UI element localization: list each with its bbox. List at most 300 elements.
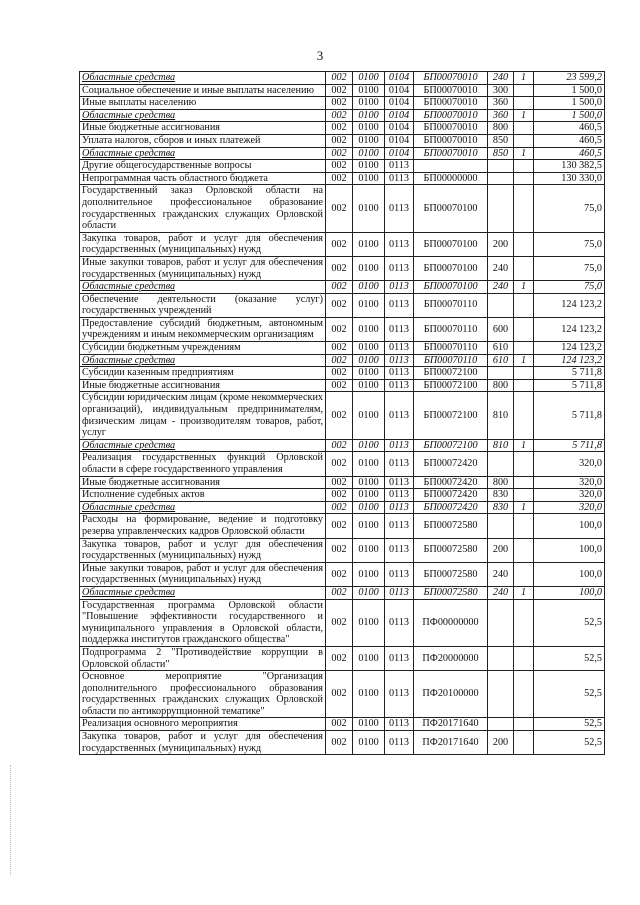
row-gr: 002: [326, 317, 353, 341]
table-row: [80, 172, 605, 185]
row-name: Расходы на формирование, ведение и подготовку резерва управленческих кадров Орловской области: [80, 514, 326, 538]
row-src: [514, 342, 534, 355]
row-name: Государственный заказ Орловской области на дополнительное профессиональное образование государственных гражданских служащих Орловской области: [80, 185, 326, 232]
row-pr: 0104: [385, 72, 414, 85]
row-csr: БП00072420: [414, 501, 488, 514]
row-rz: 0100: [353, 122, 385, 135]
row-gr: 002: [326, 392, 353, 439]
table-row: [80, 439, 605, 452]
row-name: Закупка товаров, работ и услуг для обеспечения государственных (муниципальных) нужд: [80, 232, 326, 256]
row-rz: 0100: [353, 392, 385, 439]
row-name: Предоставление субсидий бюджетным, автономным учреждениям и иным некоммерческим организациям: [80, 317, 326, 341]
row-csr: БП00072100: [414, 392, 488, 439]
row-amount: 75,0: [534, 256, 605, 280]
row-rz: 0100: [353, 147, 385, 160]
row-rz: 0100: [353, 671, 385, 718]
row-rz: 0100: [353, 367, 385, 380]
row-csr: БП00070110: [414, 293, 488, 317]
table-row: [80, 256, 605, 280]
row-name: Обеспечение деятельности (оказание услуг) государственных учреждений: [80, 293, 326, 317]
row-amount: 75,0: [534, 185, 605, 232]
row-csr: БП00070100: [414, 232, 488, 256]
row-vr: 800: [488, 476, 514, 489]
row-vr: 200: [488, 538, 514, 562]
row-vr: [488, 160, 514, 173]
row-csr: БП00072100: [414, 439, 488, 452]
row-gr: 002: [326, 731, 353, 755]
row-rz: 0100: [353, 317, 385, 341]
row-name: Закупка товаров, работ и услуг для обеспечения государственных (муниципальных) нужд: [80, 731, 326, 755]
row-src: 1: [514, 281, 534, 294]
row-name: Областные средства: [80, 72, 326, 85]
row-vr: 800: [488, 122, 514, 135]
table-row: [80, 97, 605, 110]
row-pr: 0113: [385, 562, 414, 586]
row-rz: 0100: [353, 72, 385, 85]
row-rz: 0100: [353, 160, 385, 173]
row-csr: БП00072100: [414, 379, 488, 392]
row-amount: 460,5: [534, 122, 605, 135]
table-row: [80, 538, 605, 562]
row-vr: 200: [488, 731, 514, 755]
row-src: 1: [514, 501, 534, 514]
row-csr: ПФ20171640: [414, 731, 488, 755]
row-rz: 0100: [353, 501, 385, 514]
row-rz: 0100: [353, 476, 385, 489]
row-pr: 0113: [385, 514, 414, 538]
row-csr: БП00070010: [414, 109, 488, 122]
row-gr: 002: [326, 172, 353, 185]
row-csr: БП00072420: [414, 476, 488, 489]
row-rz: 0100: [353, 514, 385, 538]
row-vr: 600: [488, 317, 514, 341]
row-amount: 1 500,0: [534, 84, 605, 97]
row-name: Субсидии юридическим лицам (кроме некоммерческих организаций), индивидуальным предпринимателям, физическим лицам - производителям товаров, работ, услуг: [80, 392, 326, 439]
row-csr: БП00070110: [414, 354, 488, 367]
row-amount: 5 711,8: [534, 367, 605, 380]
row-pr: 0104: [385, 84, 414, 97]
row-name: Иные бюджетные ассигнования: [80, 379, 326, 392]
row-src: [514, 538, 534, 562]
row-rz: 0100: [353, 489, 385, 502]
row-rz: 0100: [353, 342, 385, 355]
row-src: [514, 731, 534, 755]
row-src: [514, 317, 534, 341]
row-src: [514, 514, 534, 538]
row-csr: БП00070110: [414, 342, 488, 355]
table-row: [80, 293, 605, 317]
row-src: 1: [514, 109, 534, 122]
row-src: [514, 97, 534, 110]
row-pr: 0113: [385, 671, 414, 718]
row-csr: БП00070010: [414, 134, 488, 147]
row-src: [514, 293, 534, 317]
row-src: [514, 172, 534, 185]
row-gr: 002: [326, 489, 353, 502]
row-src: [514, 84, 534, 97]
row-pr: 0113: [385, 281, 414, 294]
row-amount: 52,5: [534, 731, 605, 755]
row-src: [514, 232, 534, 256]
row-name: Основное мероприятие "Организация дополнительного профессионального образования государственных гражданских служащих Орловской области по антикоррупционной тематике": [80, 671, 326, 718]
table-row: [80, 646, 605, 670]
row-name: Исполнение судебных актов: [80, 489, 326, 502]
row-pr: 0113: [385, 489, 414, 502]
row-vr: [488, 185, 514, 232]
row-rz: 0100: [353, 84, 385, 97]
row-pr: 0113: [385, 718, 414, 731]
row-gr: 002: [326, 452, 353, 476]
row-src: 1: [514, 586, 534, 599]
row-csr: БП00072580: [414, 562, 488, 586]
row-vr: 360: [488, 97, 514, 110]
row-pr: 0113: [385, 538, 414, 562]
row-vr: 200: [488, 232, 514, 256]
row-csr: БП00072420: [414, 489, 488, 502]
row-src: [514, 489, 534, 502]
row-vr: 810: [488, 392, 514, 439]
row-amount: 320,0: [534, 501, 605, 514]
row-csr: ПФ20100000: [414, 671, 488, 718]
row-pr: 0113: [385, 185, 414, 232]
row-gr: 002: [326, 185, 353, 232]
row-name: Областные средства: [80, 109, 326, 122]
row-name: Областные средства: [80, 147, 326, 160]
row-amount: 52,5: [534, 718, 605, 731]
table-row: [80, 185, 605, 232]
row-rz: 0100: [353, 599, 385, 646]
row-pr: 0113: [385, 317, 414, 341]
row-pr: 0104: [385, 122, 414, 135]
row-name: Реализация основного мероприятия: [80, 718, 326, 731]
row-pr: 0113: [385, 452, 414, 476]
row-src: 1: [514, 354, 534, 367]
row-src: [514, 160, 534, 173]
row-amount: 124 123,2: [534, 342, 605, 355]
row-csr: БП00072580: [414, 514, 488, 538]
row-amount: 124 123,2: [534, 317, 605, 341]
row-amount: 52,5: [534, 646, 605, 670]
row-pr: 0113: [385, 646, 414, 670]
row-name: Иные закупки товаров, работ и услуг для обеспечения государственных (муниципальных) нужд: [80, 562, 326, 586]
row-pr: 0113: [385, 256, 414, 280]
row-name: Подпрограмма 2 "Противодействие коррупции в Орловской области": [80, 646, 326, 670]
table-row: [80, 84, 605, 97]
table-row: [80, 731, 605, 755]
row-name: Областные средства: [80, 354, 326, 367]
row-vr: [488, 646, 514, 670]
row-gr: 002: [326, 354, 353, 367]
table-row: [80, 452, 605, 476]
row-vr: [488, 172, 514, 185]
row-vr: 240: [488, 586, 514, 599]
row-src: [514, 718, 534, 731]
row-pr: 0113: [385, 599, 414, 646]
row-amount: 130 382,5: [534, 160, 605, 173]
row-pr: 0113: [385, 586, 414, 599]
table-row: [80, 392, 605, 439]
row-pr: 0113: [385, 172, 414, 185]
table-row: [80, 514, 605, 538]
row-gr: 002: [326, 379, 353, 392]
row-csr: БП00070100: [414, 281, 488, 294]
row-gr: 002: [326, 134, 353, 147]
row-amount: 1 500,0: [534, 109, 605, 122]
table-row: [80, 501, 605, 514]
row-pr: 0113: [385, 476, 414, 489]
row-amount: 23 599,2: [534, 72, 605, 85]
row-pr: 0113: [385, 379, 414, 392]
row-vr: 850: [488, 147, 514, 160]
row-src: [514, 562, 534, 586]
table-row: [80, 354, 605, 367]
row-gr: 002: [326, 122, 353, 135]
row-vr: [488, 293, 514, 317]
table-row: [80, 379, 605, 392]
row-csr: БП00070110: [414, 317, 488, 341]
row-amount: 5 711,8: [534, 392, 605, 439]
row-src: [514, 367, 534, 380]
row-gr: 002: [326, 232, 353, 256]
row-rz: 0100: [353, 256, 385, 280]
row-amount: 124 123,2: [534, 354, 605, 367]
row-gr: 002: [326, 367, 353, 380]
row-pr: 0113: [385, 160, 414, 173]
row-gr: 002: [326, 646, 353, 670]
row-name: Иные бюджетные ассигнования: [80, 476, 326, 489]
row-gr: 002: [326, 538, 353, 562]
table-row: [80, 586, 605, 599]
row-vr: 240: [488, 256, 514, 280]
margin-mark: [10, 765, 12, 875]
table-row: [80, 134, 605, 147]
row-vr: 830: [488, 501, 514, 514]
budget-table: [79, 71, 605, 755]
row-amount: 75,0: [534, 281, 605, 294]
row-csr: БП00072580: [414, 586, 488, 599]
row-amount: 460,5: [534, 134, 605, 147]
row-amount: 100,0: [534, 586, 605, 599]
row-csr: ПФ20171640: [414, 718, 488, 731]
row-rz: 0100: [353, 172, 385, 185]
row-src: 1: [514, 439, 534, 452]
row-pr: 0113: [385, 367, 414, 380]
row-rz: 0100: [353, 646, 385, 670]
row-csr: БП00072580: [414, 538, 488, 562]
row-rz: 0100: [353, 134, 385, 147]
row-gr: 002: [326, 599, 353, 646]
row-gr: 002: [326, 281, 353, 294]
row-rz: 0100: [353, 452, 385, 476]
row-gr: 002: [326, 147, 353, 160]
row-name: Иные бюджетные ассигнования: [80, 122, 326, 135]
row-rz: 0100: [353, 439, 385, 452]
table-row: [80, 342, 605, 355]
row-name: Субсидии бюджетным учреждениям: [80, 342, 326, 355]
table-row: [80, 489, 605, 502]
row-src: [514, 646, 534, 670]
row-vr: [488, 514, 514, 538]
row-rz: 0100: [353, 109, 385, 122]
row-src: [514, 392, 534, 439]
row-amount: 320,0: [534, 489, 605, 502]
row-name: Областные средства: [80, 439, 326, 452]
row-src: [514, 379, 534, 392]
row-pr: 0104: [385, 134, 414, 147]
row-amount: 5 711,8: [534, 439, 605, 452]
table-row: [80, 232, 605, 256]
row-amount: 124 123,2: [534, 293, 605, 317]
budget-rows: [80, 72, 605, 755]
row-pr: 0113: [385, 731, 414, 755]
row-gr: 002: [326, 671, 353, 718]
row-gr: 002: [326, 97, 353, 110]
row-amount: 100,0: [534, 538, 605, 562]
row-amount: 75,0: [534, 232, 605, 256]
row-amount: 5 711,8: [534, 379, 605, 392]
row-rz: 0100: [353, 718, 385, 731]
row-vr: 610: [488, 342, 514, 355]
row-pr: 0113: [385, 293, 414, 317]
row-name: Иные закупки товаров, работ и услуг для обеспечения государственных (муниципальных) нужд: [80, 256, 326, 280]
row-name: Областные средства: [80, 281, 326, 294]
row-pr: 0113: [385, 501, 414, 514]
row-src: [514, 452, 534, 476]
row-pr: 0113: [385, 232, 414, 256]
row-vr: 610: [488, 354, 514, 367]
row-gr: 002: [326, 562, 353, 586]
row-vr: 300: [488, 84, 514, 97]
row-vr: 360: [488, 109, 514, 122]
row-name: Реализация государственных функций Орловской области в сфере государственного управления: [80, 452, 326, 476]
row-gr: 002: [326, 109, 353, 122]
row-name: Государственная программа Орловской области "Повышение эффективности государственного и муниципального управления в Орловской области, поддержка институтов гражданского общества": [80, 599, 326, 646]
table-row: [80, 72, 605, 85]
row-vr: [488, 718, 514, 731]
row-rz: 0100: [353, 185, 385, 232]
row-rz: 0100: [353, 97, 385, 110]
row-rz: 0100: [353, 293, 385, 317]
row-pr: 0104: [385, 97, 414, 110]
row-csr: БП00070010: [414, 97, 488, 110]
row-pr: 0104: [385, 109, 414, 122]
row-name: Другие общегосударственные вопросы: [80, 160, 326, 173]
row-csr: БП00070010: [414, 84, 488, 97]
row-gr: 002: [326, 586, 353, 599]
row-csr: ПФ20000000: [414, 646, 488, 670]
row-vr: 830: [488, 489, 514, 502]
row-rz: 0100: [353, 379, 385, 392]
row-csr: БП00072100: [414, 367, 488, 380]
table-row: [80, 599, 605, 646]
row-csr: [414, 160, 488, 173]
row-name: Субсидии казенным предприятиям: [80, 367, 326, 380]
row-csr: БП00070100: [414, 256, 488, 280]
row-csr: БП00070100: [414, 185, 488, 232]
row-src: [514, 256, 534, 280]
table-row: [80, 671, 605, 718]
row-gr: 002: [326, 72, 353, 85]
row-name: Уплата налогов, сборов и иных платежей: [80, 134, 326, 147]
row-name: Закупка товаров, работ и услуг для обеспечения государственных (муниципальных) нужд: [80, 538, 326, 562]
row-gr: 002: [326, 439, 353, 452]
row-rz: 0100: [353, 281, 385, 294]
row-gr: 002: [326, 514, 353, 538]
table-row: [80, 317, 605, 341]
row-name: Непрограммная часть областного бюджета: [80, 172, 326, 185]
row-vr: [488, 367, 514, 380]
row-rz: 0100: [353, 232, 385, 256]
row-csr: БП00072420: [414, 452, 488, 476]
row-vr: 850: [488, 134, 514, 147]
row-vr: 240: [488, 72, 514, 85]
row-pr: 0113: [385, 439, 414, 452]
table-row: [80, 367, 605, 380]
row-pr: 0113: [385, 392, 414, 439]
row-rz: 0100: [353, 562, 385, 586]
row-gr: 002: [326, 501, 353, 514]
row-pr: 0113: [385, 354, 414, 367]
row-csr: БП00070010: [414, 72, 488, 85]
row-amount: 100,0: [534, 562, 605, 586]
page-number: 3: [316, 48, 324, 63]
row-vr: [488, 599, 514, 646]
table-row: [80, 476, 605, 489]
row-name: Иные выплаты населению: [80, 97, 326, 110]
table-row: [80, 122, 605, 135]
row-amount: 52,5: [534, 599, 605, 646]
row-src: [514, 185, 534, 232]
row-amount: 130 330,0: [534, 172, 605, 185]
table-row: [80, 160, 605, 173]
row-gr: 002: [326, 256, 353, 280]
row-name: Социальное обеспечение и иные выплаты населению: [80, 84, 326, 97]
row-amount: 100,0: [534, 514, 605, 538]
row-rz: 0100: [353, 731, 385, 755]
table-row: [80, 281, 605, 294]
row-vr: 800: [488, 379, 514, 392]
row-vr: [488, 671, 514, 718]
row-src: [514, 134, 534, 147]
table-row: [80, 562, 605, 586]
row-amount: 460,5: [534, 147, 605, 160]
row-amount: 52,5: [534, 671, 605, 718]
row-rz: 0100: [353, 586, 385, 599]
row-vr: [488, 452, 514, 476]
row-vr: 810: [488, 439, 514, 452]
row-name: Областные средства: [80, 586, 326, 599]
row-src: [514, 671, 534, 718]
row-src: [514, 122, 534, 135]
row-pr: 0104: [385, 147, 414, 160]
row-rz: 0100: [353, 538, 385, 562]
row-pr: 0113: [385, 342, 414, 355]
row-csr: ПФ00000000: [414, 599, 488, 646]
row-gr: 002: [326, 160, 353, 173]
table-row: [80, 147, 605, 160]
table-row: [80, 109, 605, 122]
row-csr: БП00070010: [414, 147, 488, 160]
row-src: [514, 599, 534, 646]
row-name: Областные средства: [80, 501, 326, 514]
table-row: [80, 718, 605, 731]
row-rz: 0100: [353, 354, 385, 367]
row-gr: 002: [326, 476, 353, 489]
row-csr: БП00070010: [414, 122, 488, 135]
row-src: [514, 476, 534, 489]
row-src: 1: [514, 72, 534, 85]
row-gr: 002: [326, 342, 353, 355]
